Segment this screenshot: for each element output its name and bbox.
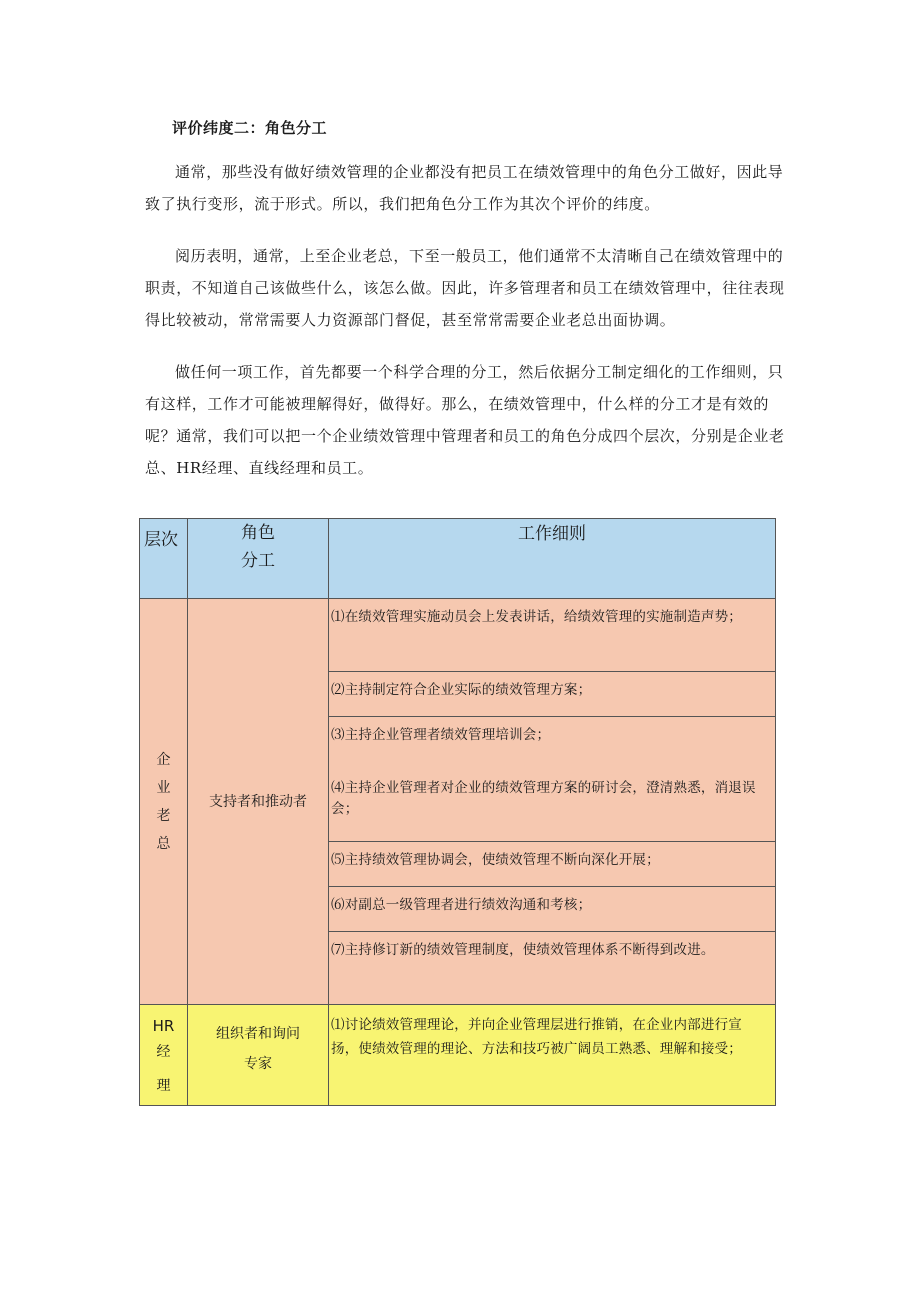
header-role-line1: 角色 [241, 523, 275, 543]
header-level: 层次 [140, 519, 188, 599]
role-line2: 专家 [244, 1056, 272, 1072]
level-char: 业 [156, 779, 171, 796]
detail-cell: ⑷主持企业管理者对企业的绩效管理方案的研讨会，澄清熟悉，消退误会； [329, 770, 776, 842]
paragraph-2: 阅历表明，通常，上至企业老总，下至一般员工，他们通常不太清晰自己在绩效管理中的职责，不知道自己该做些什么，该怎么做。因此，许多管理者和员工在绩效管理中，往往表现得比较被动，常常需要人力资源部门督促，甚至常常需要企业老总出面协调。 [145, 247, 785, 329]
level-char: 经 [156, 1044, 171, 1060]
role-line1: 组织者和询问 [216, 1026, 300, 1042]
table-row [140, 1005, 776, 1106]
role-boss: 支持者和推动者 [188, 599, 329, 1005]
detail-cell: ⑴讨论绩效管理理论，并向企业管理层进行推销，在企业内部进行宣扬，使绩效管理的理论、方法和技巧被广阔员工熟悉、理解和接受； [329, 1005, 776, 1106]
section-heading: 评价纬度二：角色分工 [172, 119, 328, 137]
role-division-table [139, 518, 776, 1106]
paragraph-1: 通常，那些没有做好绩效管理的企业都没有把员工在绩效管理中的角色分工做好，因此导致了执行变形，流于形式。所以，我们把角色分工作为其次个评价的纬度。 [145, 163, 784, 213]
level-char: 理 [156, 1078, 171, 1094]
paragraph-3: 做任何一项工作，首先都要一个科学合理的分工，然后依据分工制定细化的工作细则，只有这样，工作才可能被理解得好，做得好。那么，在绩效管理中，什么样的分工才是有效的呢？通常，我们可以把一个企业绩效管理中管理者和员工的角色分成四个层次，分别是企业老总、HR经理、直线经理和员工。 [145, 363, 785, 477]
role-hr [188, 1005, 329, 1106]
detail-cell: ⑶主持企业管理者绩效管理培训会； [329, 717, 776, 771]
header-details: 工作细则 [329, 519, 776, 599]
level-char: 企 [156, 751, 171, 768]
detail-cell: ⑹对副总一级管理者进行绩效沟通和考核； [329, 887, 776, 932]
level-hr [140, 1005, 188, 1106]
table-header-row [140, 519, 776, 599]
detail-cell: ⑸主持绩效管理协调会，使绩效管理不断向深化开展； [329, 842, 776, 887]
level-char: 老 [156, 807, 171, 824]
level-en: HR [152, 1017, 175, 1035]
header-role-line2: 分工 [241, 551, 275, 571]
table-row [140, 599, 776, 672]
detail-cell: ⑵主持制定符合企业实际的绩效管理方案； [329, 672, 776, 717]
header-role [188, 519, 329, 599]
detail-cell: ⑴在绩效管理实施动员会上发表讲话，给绩效管理的实施制造声势； [329, 599, 776, 672]
level-char: 总 [156, 835, 171, 852]
detail-cell: ⑺主持修订新的绩效管理制度，使绩效管理体系不断得到改进。 [329, 932, 776, 1005]
level-boss [140, 599, 188, 1005]
